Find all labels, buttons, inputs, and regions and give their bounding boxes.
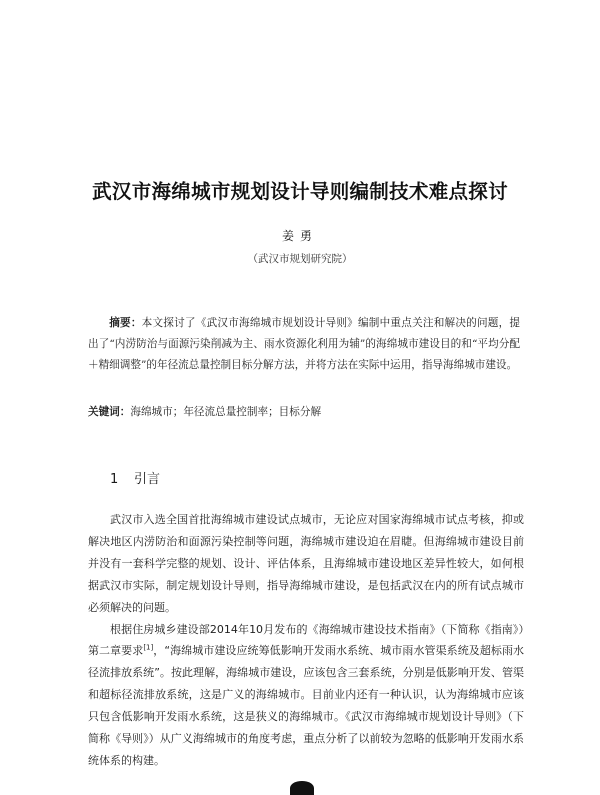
abstract-label: 摘要： [109, 317, 142, 329]
paragraph-2-part-b: ，“海绵城市建设应统筹低影响开发雨水系统、城市雨水管渠系统及超标雨水径流排放系统”。按此理解，海绵城市建设，应该包含三套系统，分别是低影响开发、管渠和超标径流排放系统，这是广义的海绵城市。目前业内还有一种认识，认为海绵城市应该只包含低影响开发雨水系统，这是狭义的海绵城市。《武汉市海绵城市规划设计导则》（下简称《导则》）从广义海绵城市的角度考虑，重点分析了以前较为忽略的低影响开发雨水系统体系的构建。 [88, 644, 525, 767]
paper-title: 武汉市海绵城市规划设计导则编制技术难点探讨 [92, 180, 508, 203]
paragraph-1: 武汉市入选全国首批海绵城市建设试点城市，无论应对国家海绵城市试点考核，抑或解决地区内涝防治和面源污染控制等问题，海绵城市建设迫在眉睫。但海绵城市建设目前并没有一套科学完整的规划、设计、评估体系，且海绵城市建设地区差异性较大，如何根据武汉市实际，制定规划设计导则，指导海绵城市建设，是包括武汉在内的所有试点城市必须解决的问题。 [88, 513, 524, 614]
paragraph-2-part-a: 根据住房城乡建设部2014年10月发布的《海绵城市建设技术指南》（下简称《指南》）第二章要求 [88, 622, 524, 658]
section-title: 引言 [134, 472, 161, 487]
paragraph-2 [88, 619, 524, 772]
section-heading [110, 468, 160, 487]
author-name: 姜勇 [281, 229, 318, 243]
keywords-block [88, 402, 520, 423]
scan-blot [290, 781, 314, 795]
citation-ref: [1] [143, 643, 154, 652]
keywords-label: 关键词： [88, 406, 131, 418]
keywords-text: 海绵城市；年径流总量控制率；目标分解 [130, 406, 322, 418]
body-text [88, 509, 524, 772]
author-affiliation: （武汉市规划研究院） [247, 253, 353, 265]
abstract-block [88, 313, 520, 376]
abstract-text: 本文探讨了《武汉市海绵城市规划设计导则》编制中重点关注和解决的问题，提出了“内涝防治与面源污染削减为主、雨水资源化利用为辅”的海绵城市建设目的和“平均分配＋精细调整”的年径流总量控制目标分解方法，并将方法在实际中运用，指导海绵城市建设。 [88, 317, 520, 371]
section-number: 1 [110, 472, 119, 487]
